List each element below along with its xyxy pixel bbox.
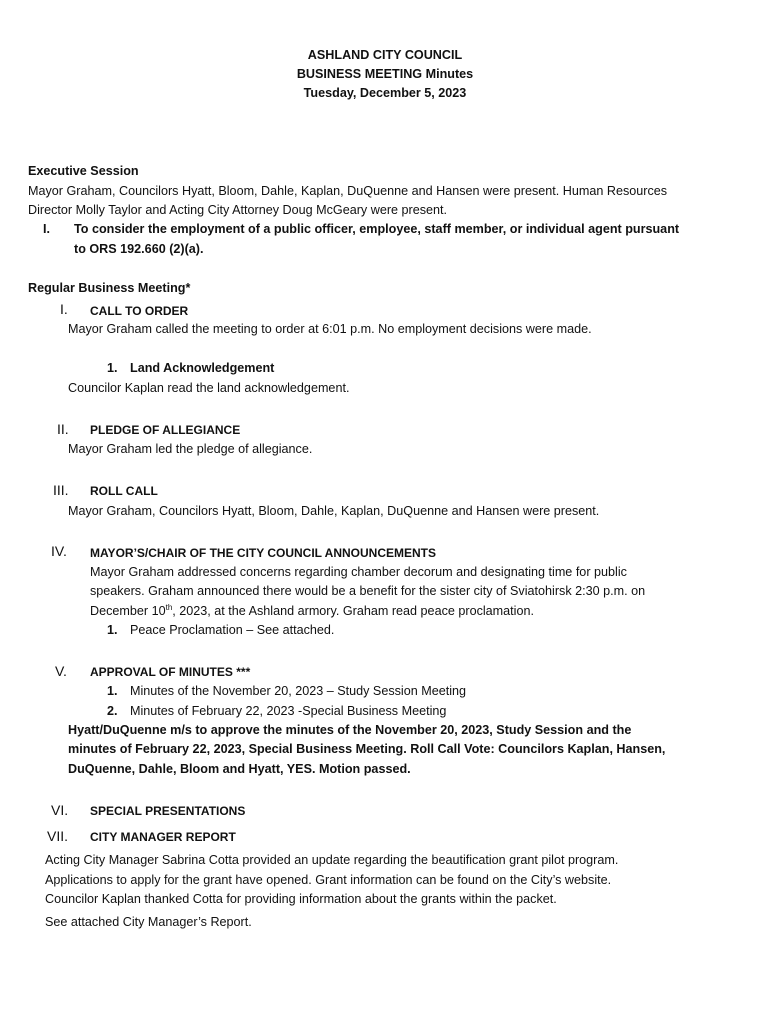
motion-text: DuQuenne, Dahle, Bloom and Hyatt, YES. Motion passed. (68, 762, 411, 776)
motion-text: minutes of February 22, 2023, Special Business Meeting. Roll Call Vote: Councilors Kaplan, Hansen, (68, 742, 666, 756)
section-number: V. (55, 663, 67, 679)
list-item: Peace Proclamation – See attached. (130, 623, 335, 637)
date-ordinal: th (165, 602, 173, 612)
section-text: Mayor Graham called the meeting to order at 6:01 p.m. No employment decisions were made. (68, 322, 592, 336)
meeting-date: Tuesday, December 5, 2023 (303, 86, 467, 100)
section-text: Mayor Graham, Councilors Hyatt, Bloom, Dahle, Kaplan, DuQuenne and Hansen were present. (68, 504, 600, 518)
list-number: I. (43, 222, 50, 236)
executive-session-text: Mayor Graham, Councilors Hyatt, Bloom, Dahle, Kaplan, DuQuenne and Hansen were present. Human Resources (28, 184, 668, 198)
document-subtitle: BUSINESS MEETING Minutes (296, 67, 474, 81)
section-number: I. (60, 301, 68, 317)
section-title: PLEDGE OF ALLEGIANCE (90, 423, 241, 437)
section-number: III. (53, 482, 69, 498)
executive-session-heading: Executive Session (28, 164, 139, 178)
section-title: MAYOR’S/CHAIR OF THE CITY COUNCIL ANNOUNCEMENTS (90, 546, 437, 560)
section-title: ROLL CALL (90, 484, 158, 498)
subsection-title: Land Acknowledgement (130, 361, 275, 375)
section-text: Councilor Kaplan thanked Cotta for providing information about the grants within the packet. (45, 892, 557, 906)
regular-meeting-heading: Regular Business Meeting* (28, 281, 191, 295)
section-number: VII. (47, 828, 69, 844)
list-item: Minutes of February 22, 2023 -Special Business Meeting (130, 704, 447, 718)
list-item: Minutes of the November 20, 2023 – Study Session Meeting (130, 684, 467, 698)
section-number: II. (57, 421, 69, 437)
section-number: IV. (51, 543, 67, 559)
announcement-text: , 2023, at the Ashland armory. Graham read peace proclamation. (172, 604, 534, 618)
section-text: speakers. Graham announced there would be a benefit for the sister city of Sviatohirsk 2:30 p.m. on (90, 584, 646, 598)
section-text: Mayor Graham addressed concerns regarding chamber decorum and designating time for public (90, 565, 627, 579)
section-text: Councilor Kaplan read the land acknowledgement. (68, 381, 350, 395)
section-text: See attached City Manager’s Report. (45, 915, 252, 929)
list-number: 1. (107, 684, 118, 698)
section-title: APPROVAL OF MINUTES *** (90, 665, 251, 679)
section-text: Acting City Manager Sabrina Cotta provided an update regarding the beautification grant pilot program. (45, 853, 619, 867)
section-text: Mayor Graham led the pledge of allegiance. (68, 442, 313, 456)
date-text: December 10 (90, 604, 166, 618)
section-title: SPECIAL PRESENTATIONS (90, 804, 246, 818)
motion-text: Hyatt/DuQuenne m/s to approve the minutes of the November 20, 2023, Study Session and the (68, 723, 632, 737)
section-title: CALL TO ORDER (90, 304, 189, 318)
section-title: CITY MANAGER REPORT (90, 830, 236, 844)
executive-session-item: to ORS 192.660 (2)(a). (74, 242, 204, 256)
section-text: Applications to apply for the grant have opened. Grant information can be found on the City’s website. (45, 873, 612, 887)
list-number: 1. (107, 623, 118, 637)
section-text (90, 602, 534, 622)
executive-session-text: Director Molly Taylor and Acting City Attorney Doug McGeary were present. (28, 203, 448, 217)
list-number: 2. (107, 704, 118, 718)
executive-session-item: To consider the employment of a public officer, employee, staff member, or individual agent pursuant (74, 222, 680, 236)
document-title: ASHLAND CITY COUNCIL (307, 48, 463, 62)
list-number: 1. (107, 361, 118, 375)
section-number: VI. (51, 802, 69, 818)
